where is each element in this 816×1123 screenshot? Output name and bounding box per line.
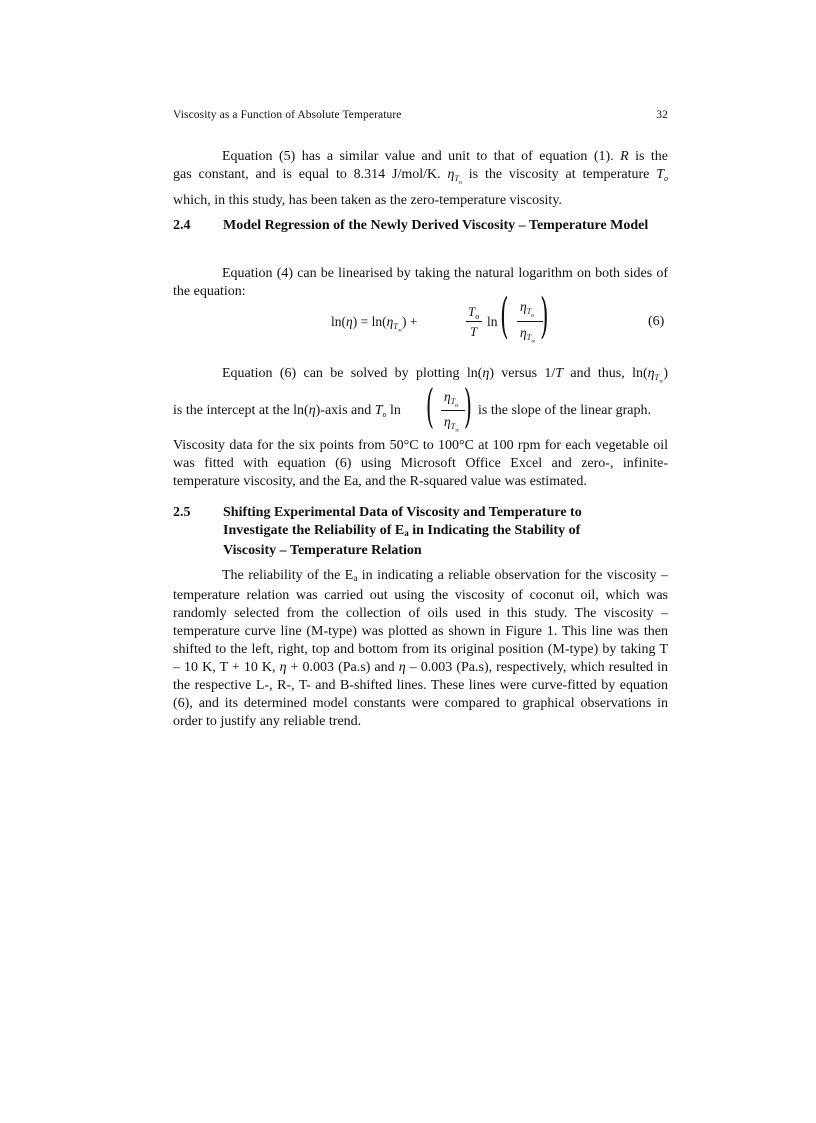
equation-number: (6) <box>648 314 665 329</box>
running-title: Viscosity as a Function of Absolute Temperature <box>173 109 402 121</box>
paragraph-5: The reliability of the $E_a$ in indicating a reliable observation for the viscosity – temperature relation was carried out using the viscosity of coconut oil, which was randomly selected from the collection of oils used in this study. The viscosity – temperature curve line (M-type) was plotted as shown in Figure 1. This line was then shifted to the left, right, top and bottom from its original position (M-type) by taking T – 10 K, T + 10 K, η + 0.003 (Pa.s) and η – 0.003 (Pa.s), respectively, which resulted in the respective L-, R-, T- and B-shifted lines. These lines were curve-fitted by equation (6), and its determined model constants were compared to graphical observations in order to justify any reliable trend. <box>173 568 668 729</box>
paragraph-4: Viscosity data for the six points from 50°C to 100°C at 100 rpm for each vegetable oil was fitted with equation (6) using Microsoft Office Excel and zero-, infinite-temperature viscosity, and the Ea, and the R-squared value was estimated. <box>173 438 668 489</box>
document-page: Viscosity as a Function of Absolute Temperature 32 Equation (5) has a similar value and unit to that of equation (1). R is the gas constant, and is equal to 8.314 J/mol/K. $\eta_{T_o}$ is the viscosity at temperature $T_o$ which, in this study, has been taken as the zero-temperature viscosity. 2.4 Model Regression of the Newly Derived Viscosity – Temperature Model Equation (4) can be linearised by taking the natural logarithm on both sides of the equation: $\ln(\eta) = \ln(\eta_{T_\infty})$ + $T_o$ T ln ( $\eta_{T_o}$ $\eta_{T_\infty}$ ) (6) Equation (6) can be solved by plotting ln(η) versus 1/T and thus, $\ln(\eta_{T_\infty})$ is the intercept at the ln(η)-axis and $T_o$ ln ( $\eta_{T_o}$ $\eta_{T_\infty}$ ) is the slope of the linear graph. Viscosity data for the six points from 50°C to 100°C at 100 rpm for each vegetable oil was fitted with equation (6) using Microsoft Office Excel and zero-, infinite-temperature viscosity, and the Ea, and the R-squared value was estimated. 2.5 Shifting Experimental Data of Viscosity and Temperature to Investigate the Reliability of $E_a$ in Indicating the Stability of Viscosity – Temperature Relation The reliability of the $E_a$ in indicating a reliable observation for the viscosity – temperature relation was carried out using the viscosity of coconut oil, which was randomly selected from the collection of oils used in this study. The viscosity – temperature curve line (M-type) was plotted as shown in Figure 1. This line was then shifted to the left, right, top and bottom from its original position (M-type) by taking T – 10 K, T + 10 K, η + 0.003 (Pa.s) and η – 0.003 (Pa.s), respectively, which resulted in the respective L-, R-, T- and B-shifted lines. These lines were curve-fitted by equation (6), and its determined model constants were compared to graphical observations in order to justify any reliable trend. <box>173 109 668 729</box>
page-number: 32 <box>656 109 668 121</box>
paragraph-1: Equation (5) has a similar value and unit to that of equation (1). R is the gas constant, and is equal to 8.314 J/mol/K. $\eta_{T_o}$ is the viscosity at temperature $T_o$ which, in this study, has been taken as the zero-temperature viscosity. <box>173 149 668 208</box>
paragraph-2: Equation (4) can be linearised by taking the natural logarithm on both sides of the equation: <box>173 266 668 299</box>
